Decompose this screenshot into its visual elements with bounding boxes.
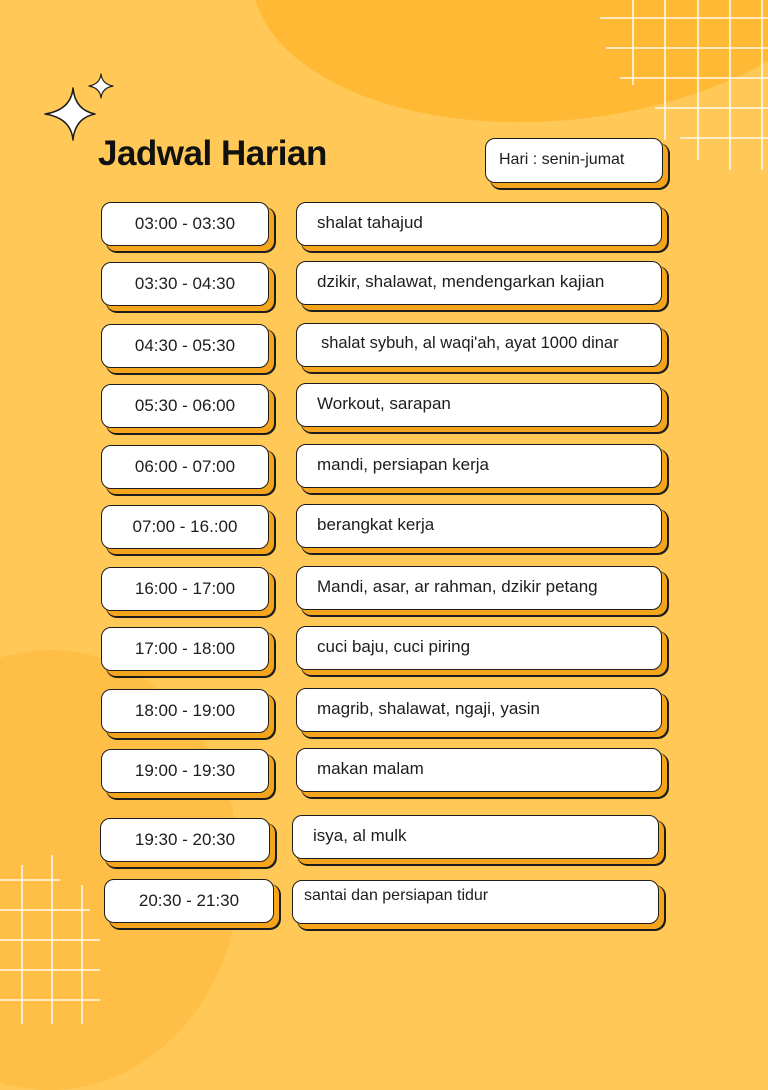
time-slot: 18:00 - 19:00 — [101, 689, 269, 733]
time-slot: 03:30 - 04:30 — [101, 262, 269, 306]
time-slot: 17:00 - 18:00 — [101, 627, 269, 671]
activity-card: magrib, shalawat, ngaji, yasin — [296, 688, 662, 732]
time-slot: 07:00 - 16.:00 — [101, 505, 269, 549]
activity-card: shalat sybuh, al waqi'ah, ayat 1000 dinar — [296, 323, 662, 367]
activity-card: isya, al mulk — [292, 815, 659, 859]
time-slot: 05:30 - 06:00 — [101, 384, 269, 428]
activity-card: berangkat kerja — [296, 504, 662, 548]
time-slot: 16:00 - 17:00 — [101, 567, 269, 611]
sparkle-star-icon — [45, 88, 95, 140]
activity-card: Mandi, asar, ar rahman, dzikir petang — [296, 566, 662, 610]
time-slot: 19:30 - 20:30 — [100, 818, 270, 862]
activity-card: cuci baju, cuci piring — [296, 626, 662, 670]
time-slot: 20:30 - 21:30 — [104, 879, 274, 923]
time-slot: 03:00 - 03:30 — [101, 202, 269, 246]
activity-card: dzikir, shalawat, mendengarkan kajian — [296, 261, 662, 305]
time-slot: 19:00 - 19:30 — [101, 749, 269, 793]
activity-card: Workout, sarapan — [296, 383, 662, 427]
activity-card: makan malam — [296, 748, 662, 792]
grid-pattern-bottom-left — [0, 855, 100, 1024]
activity-card: shalat tahajud — [296, 202, 662, 246]
page-title: Jadwal Harian — [98, 134, 327, 173]
time-slot: 04:30 - 05:30 — [101, 324, 269, 368]
activity-card: santai dan persiapan tidur — [292, 880, 659, 924]
activity-card: mandi, persiapan kerja — [296, 444, 662, 488]
sparkle-star-small-icon — [89, 74, 113, 98]
time-slot: 06:00 - 07:00 — [101, 445, 269, 489]
day-badge: Hari : senin-jumat — [485, 138, 663, 183]
